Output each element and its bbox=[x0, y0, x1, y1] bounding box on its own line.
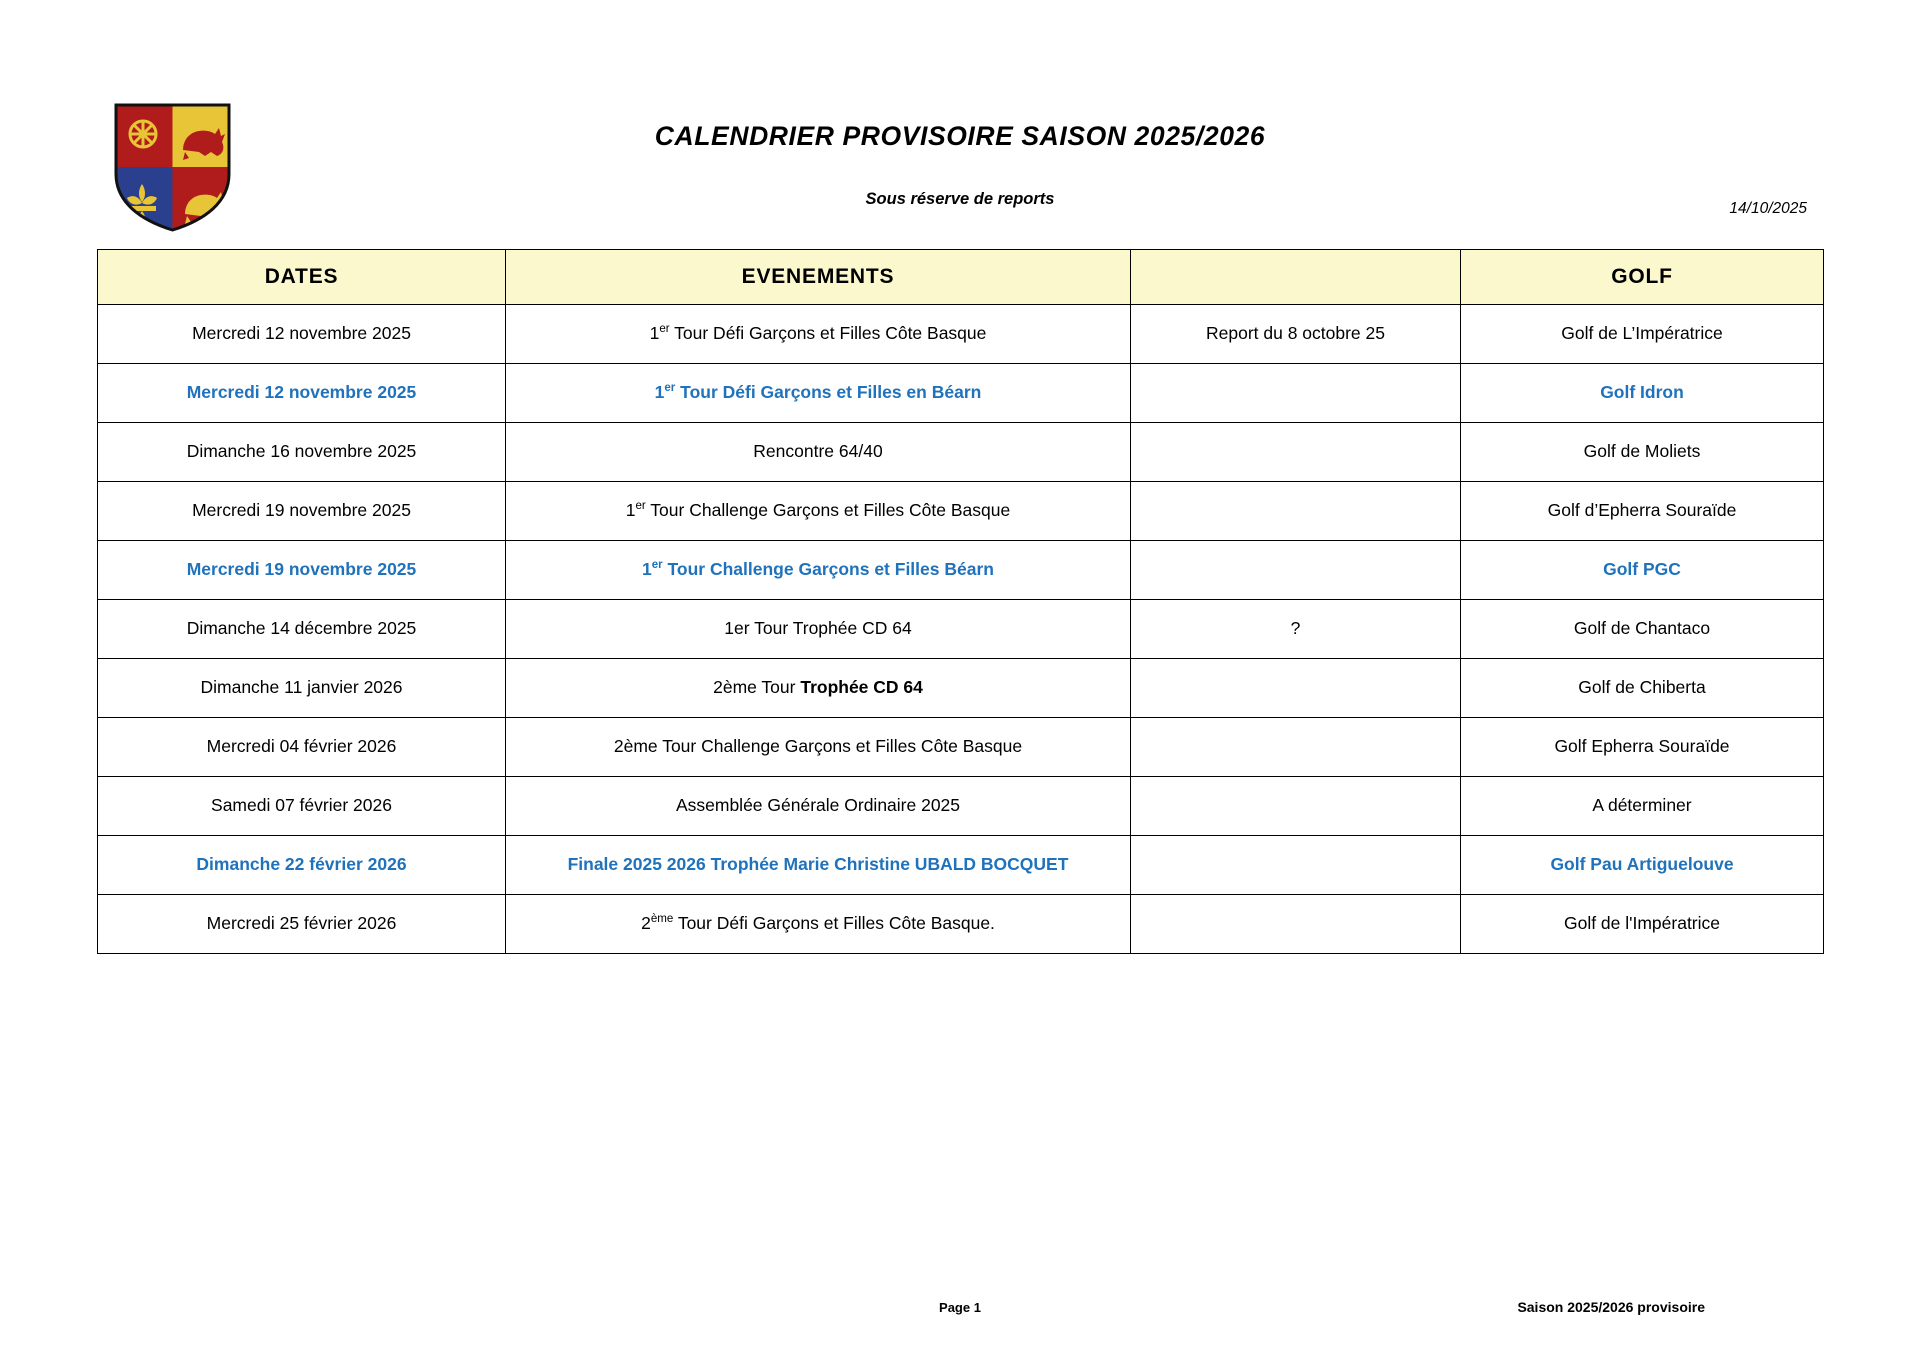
cell-event: Assemblée Générale Ordinaire 2025 bbox=[506, 777, 1131, 836]
cell-date: Mercredi 19 novembre 2025 bbox=[98, 482, 506, 541]
table-row bbox=[98, 836, 1824, 895]
cell-date: Dimanche 22 février 2026 bbox=[98, 836, 506, 895]
table-row bbox=[98, 541, 1824, 600]
cell-date: Mercredi 12 novembre 2025 bbox=[98, 305, 506, 364]
column-header-golf: GOLF bbox=[1461, 250, 1824, 305]
cell-event: 1er Tour Challenge Garçons et Filles Côte Basque bbox=[506, 482, 1131, 541]
cell-golf: Golf Pau Artiguelouve bbox=[1461, 836, 1824, 895]
table-body bbox=[98, 305, 1824, 954]
cell-note bbox=[1131, 895, 1461, 954]
cell-note bbox=[1131, 541, 1461, 600]
cell-note bbox=[1131, 364, 1461, 423]
column-header-events: EVENEMENTS bbox=[506, 250, 1131, 305]
document-date: 14/10/2025 bbox=[1729, 200, 1807, 217]
cell-note bbox=[1131, 659, 1461, 718]
table-row bbox=[98, 718, 1824, 777]
calendar-table bbox=[97, 249, 1824, 954]
cell-note bbox=[1131, 423, 1461, 482]
table-row bbox=[98, 895, 1824, 954]
table-row bbox=[98, 364, 1824, 423]
cell-golf: Golf de l'Impératrice bbox=[1461, 895, 1824, 954]
cell-event: 1er Tour Trophée CD 64 bbox=[506, 600, 1131, 659]
cell-golf: Golf d’Epherra Souraïde bbox=[1461, 482, 1824, 541]
cell-golf: Golf Idron bbox=[1461, 364, 1824, 423]
cell-event: 1er Tour Challenge Garçons et Filles Béarn bbox=[506, 541, 1131, 600]
cell-golf: Golf de Chantaco bbox=[1461, 600, 1824, 659]
cell-date: Mercredi 12 novembre 2025 bbox=[98, 364, 506, 423]
table-row bbox=[98, 777, 1824, 836]
page-title: CALENDRIER PROVISOIRE SAISON 2025/2026 bbox=[654, 121, 1266, 151]
cell-golf: Golf de Moliets bbox=[1461, 423, 1824, 482]
cell-note bbox=[1131, 777, 1461, 836]
cell-golf: Golf PGC bbox=[1461, 541, 1824, 600]
cell-date: Mercredi 25 février 2026 bbox=[98, 895, 506, 954]
cell-event: 2ème Tour Trophée CD 64 bbox=[506, 659, 1131, 718]
cell-date: Dimanche 14 décembre 2025 bbox=[98, 600, 506, 659]
cell-golf: Golf de L’Impératrice bbox=[1461, 305, 1824, 364]
cell-date: Dimanche 16 novembre 2025 bbox=[98, 423, 506, 482]
cell-note: ? bbox=[1131, 600, 1461, 659]
cell-note: Report du 8 octobre 25 bbox=[1131, 305, 1461, 364]
table-row bbox=[98, 659, 1824, 718]
footer-season-label: Saison 2025/2026 provisoire bbox=[1517, 1299, 1705, 1315]
table-row bbox=[98, 423, 1824, 482]
page-subtitle: Sous réserve de reports bbox=[865, 190, 1055, 208]
table-row bbox=[98, 305, 1824, 364]
cell-event: Rencontre 64/40 bbox=[506, 423, 1131, 482]
cell-date: Dimanche 11 janvier 2026 bbox=[98, 659, 506, 718]
cell-date: Mercredi 04 février 2026 bbox=[98, 718, 506, 777]
cell-event: 1er Tour Défi Garçons et Filles en Béarn bbox=[506, 364, 1131, 423]
cell-event: 2ème Tour Challenge Garçons et Filles Côte Basque bbox=[506, 718, 1131, 777]
cell-golf: Golf Epherra Souraïde bbox=[1461, 718, 1824, 777]
cell-date: Mercredi 19 novembre 2025 bbox=[98, 541, 506, 600]
column-header-dates: DATES bbox=[98, 250, 506, 305]
cell-note bbox=[1131, 718, 1461, 777]
cell-event: 1er Tour Défi Garçons et Filles Côte Basque bbox=[506, 305, 1131, 364]
table-header-row bbox=[98, 250, 1824, 305]
cell-event: 2ème Tour Défi Garçons et Filles Côte Basque. bbox=[506, 895, 1131, 954]
cell-golf: A déterminer bbox=[1461, 777, 1824, 836]
cell-note bbox=[1131, 482, 1461, 541]
cell-golf: Golf de Chiberta bbox=[1461, 659, 1824, 718]
table-row bbox=[98, 482, 1824, 541]
cell-date: Samedi 07 février 2026 bbox=[98, 777, 506, 836]
table-row bbox=[98, 600, 1824, 659]
cell-event: Finale 2025 2026 Trophée Marie Christine UBALD BOCQUET bbox=[506, 836, 1131, 895]
footer-page-number: Page 1 bbox=[939, 1300, 981, 1315]
column-header-notes bbox=[1131, 250, 1461, 305]
cell-note bbox=[1131, 836, 1461, 895]
